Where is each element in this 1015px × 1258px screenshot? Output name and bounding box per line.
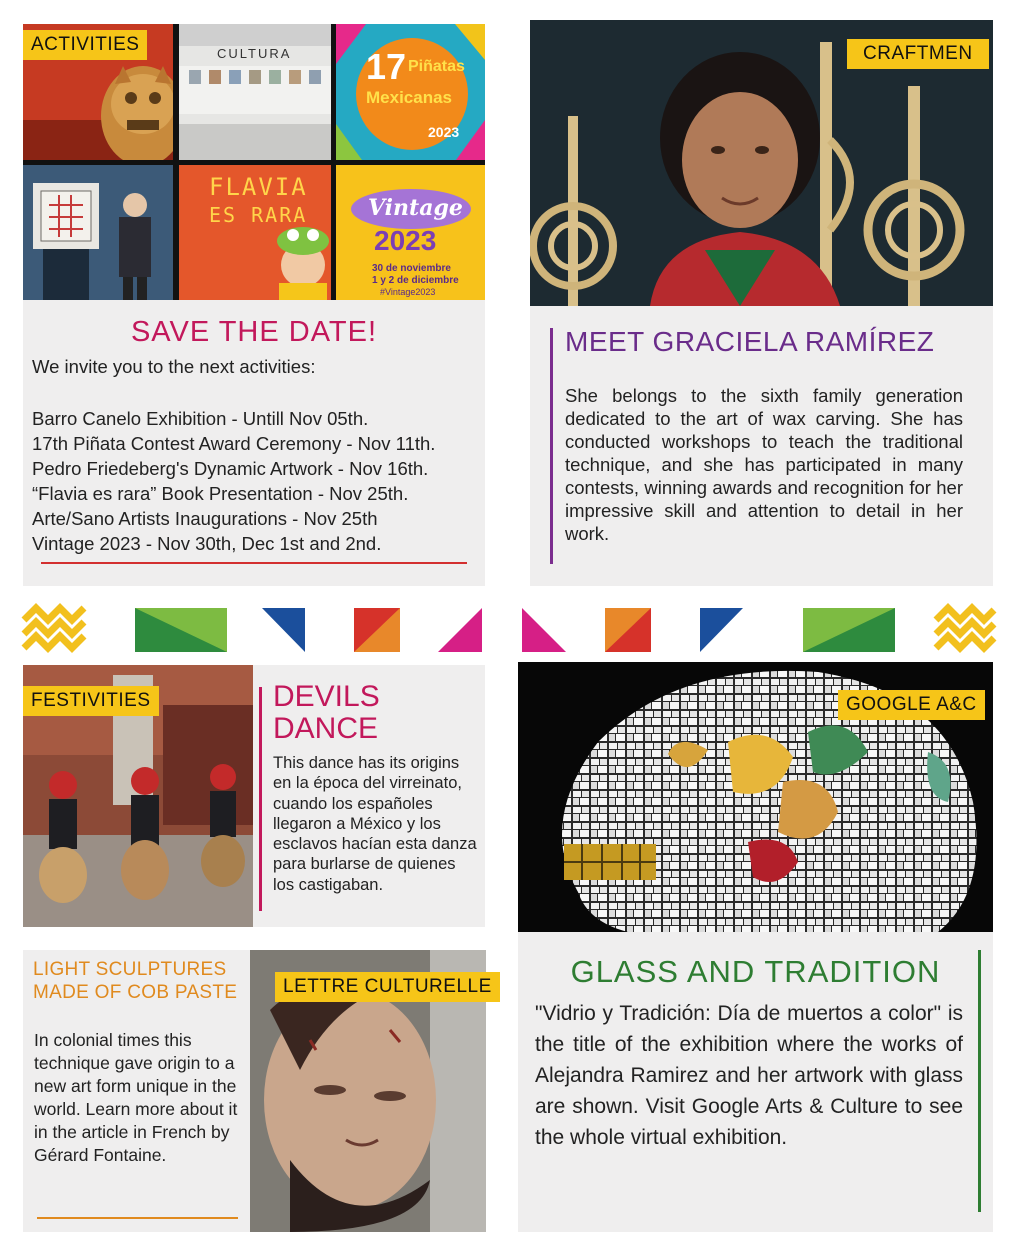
zigzag-right-icon [936, 608, 994, 648]
museum-hall-photo [179, 24, 331, 160]
devils-dance-accent-bar [259, 687, 262, 911]
light-sculptures-title [33, 958, 263, 1004]
activity-item: 17th Piñata Contest Award Ceremony - Nov 11th. [32, 433, 436, 454]
papel-picado-banner [0, 600, 1015, 660]
green-flag-left [135, 608, 227, 652]
save-the-date-divider [41, 562, 467, 564]
red-orange-flag-right [605, 608, 651, 652]
flavia-poster [179, 165, 331, 300]
pinatas-word-2: Mexicanas [366, 88, 452, 107]
activity-item: Vintage 2023 - Nov 30th, Dec 1st and 2nd. [32, 533, 382, 554]
artwork-presentation-photo [23, 165, 173, 300]
museum-sign-text: CULTURA [217, 46, 292, 61]
vintage-hashtag: #Vintage2023 [380, 287, 436, 297]
vintage-dates-1: 30 de noviembre [372, 263, 451, 274]
flavia-title-1: FLAVIA [209, 173, 308, 201]
activity-item: Barro Canelo Exhibition - Untill Nov 05th. [32, 408, 369, 429]
pinatas-year: 2023 [428, 124, 460, 140]
devils-dance-title [273, 681, 473, 745]
glass-and-tradition-panel [518, 932, 993, 1232]
light-sculptures-title-line2: MADE OF COB PASTE [33, 982, 238, 1003]
festivities-tag: FESTIVITIES [23, 686, 159, 716]
pinatas-poster [336, 24, 485, 160]
activities-list [32, 406, 435, 556]
vintage-year: 2023 [374, 225, 437, 256]
activities-photo-collage [23, 24, 485, 300]
vintage-poster [336, 165, 485, 300]
glass-and-tradition-title: GLASS AND TRADITION [570, 954, 941, 989]
artwork-presentation-image [23, 165, 173, 300]
light-sculptures-body: In colonial times this technique gave origin to a new art form unique in the world. Learn more about it in the article in French by Gérard Fontaine. [34, 1030, 238, 1165]
activity-item: “Flavia es rara” Book Presentation - Nov 25th. [32, 483, 409, 504]
flavia-title-2: ES RARA [209, 203, 308, 227]
museum-hall-image [179, 24, 331, 160]
blue-triangle-left [262, 608, 305, 652]
activity-item: Pedro Friedeberg's Dynamic Artwork - Nov 16th. [32, 458, 429, 479]
google-arts-culture-tag: GOOGLE A&C [838, 690, 985, 720]
craftmen-title: MEET GRACIELA RAMÍREZ [565, 326, 935, 357]
zigzag-left-icon [24, 608, 84, 648]
activities-tag: ACTIVITIES [23, 30, 147, 60]
craftmen-body: She belongs to the sixth family generation dedicated to the art of wax carving. She has conducted workshops to teach the traditional technique, and she has participated in many contests, winning awards and recognition for her impressive skill and attention to detail in her work. [565, 385, 963, 544]
craftmen-panel [530, 306, 993, 586]
vintage-dates-2: 1 y 2 de diciembre [372, 275, 459, 286]
devils-dance-title-line1: DEVILS [273, 680, 380, 713]
save-the-date-panel [23, 300, 485, 586]
activities-intro: We invite you to the next activities: [32, 356, 316, 377]
red-orange-flag-left [354, 608, 400, 652]
glass-and-tradition-body: "Vidrio y Tradición: Día de muertos a color" is the title of the exhibition where the works of Alejandra Ramirez and her artwork with glass are shown. Visit Google Arts & Culture to see the whole virtual exhibition. [535, 1002, 963, 1149]
activity-item: Arte/Sano Artists Inaugurations - Nov 25th [32, 508, 378, 529]
pinatas-number: 17 [366, 46, 407, 87]
magenta-triangle-right [522, 608, 566, 652]
devils-dance-body: This dance has its origins en la época del virreinato, cuando los españoles llegaron a México y los esclavos hacían esta danza para burlarse de quienes los castigaban. [273, 754, 477, 894]
blue-triangle-right [700, 608, 743, 652]
green-flag-right [803, 608, 895, 652]
lettre-culturelle-tag: LETTRE CULTURELLE [275, 972, 500, 1002]
light-sculptures-divider [37, 1217, 238, 1219]
devils-dance-panel [253, 665, 485, 927]
craftmen-tag: CRAFTMEN [847, 39, 989, 69]
craftmen-accent-bar [550, 328, 553, 564]
pinatas-word-1: Piñatas [408, 58, 465, 75]
light-sculptures-title-line1: LIGHT SCULPTURES [33, 959, 227, 980]
vintage-word: Vintage [368, 195, 463, 221]
devils-dance-title-line2: DANCE [273, 712, 379, 745]
magenta-triangle-left [438, 608, 482, 652]
save-the-date-title: SAVE THE DATE! [130, 316, 378, 348]
